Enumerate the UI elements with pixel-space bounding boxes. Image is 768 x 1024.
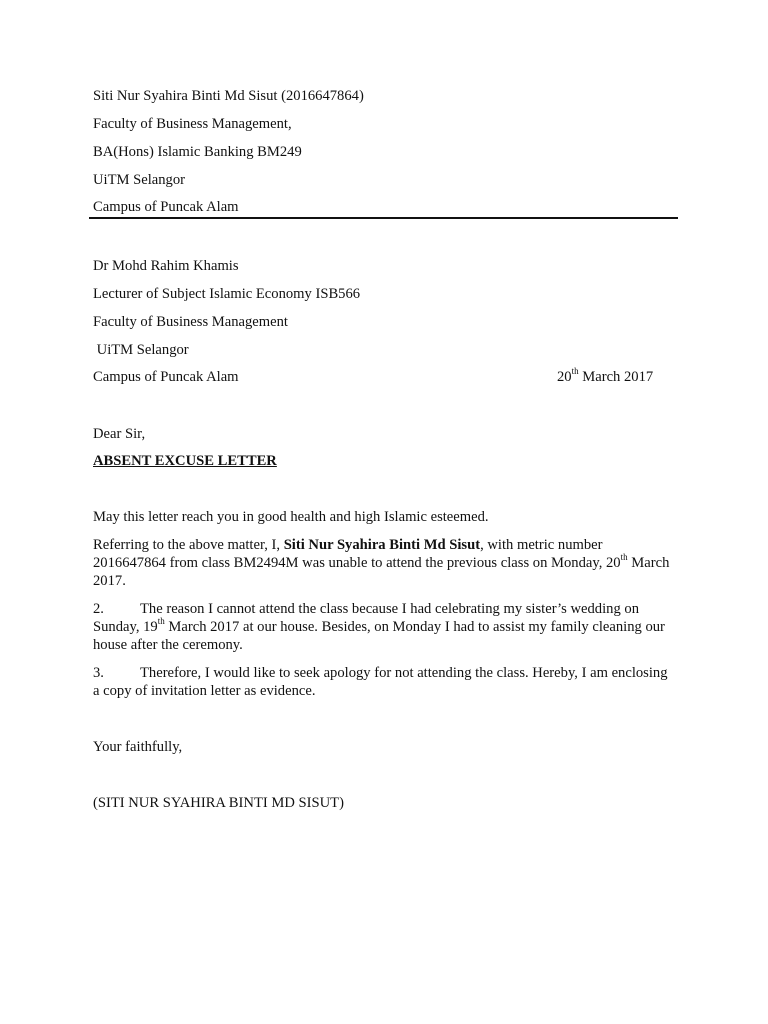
recipient-university: UiTM Selangor [93, 342, 189, 358]
closing: Your faithfully, [93, 739, 183, 755]
recipient-position: Lecturer of Subject Islamic Economy ISB566 [93, 286, 361, 302]
p1-text-c: March 2017. [93, 555, 670, 589]
sender-name-line: Siti Nur Syahira Binti Md Sisut (2016647864) [93, 88, 364, 104]
sender-faculty: Faculty of Business Management, [93, 116, 292, 132]
signature-name: (SITI NUR SYAHIRA BINTI MD SISUT) [93, 795, 344, 811]
p3-text: Therefore, I would like to seek apology for not attending the class. Hereby, I am enclosing a copy of invitation letter as evidence. [93, 665, 668, 699]
p2-sup: th [157, 616, 165, 627]
sender-campus: Campus of Puncak Alam [93, 199, 239, 215]
paragraph-1 [93, 536, 673, 590]
recipient-faculty: Faculty of Business Management [93, 314, 288, 330]
sender-program: BA(Hons) Islamic Banking BM249 [93, 144, 302, 160]
date-rest: March 2017 [578, 369, 654, 385]
p1-text-b: , with metric number 2016647864 from class BM2494M was unable to attend the previous class on Monday, 20 [93, 537, 621, 571]
paragraph-2 [93, 600, 673, 654]
recipient-name: Dr Mohd Rahim Khamis [93, 258, 239, 274]
date-suffix: th [571, 366, 579, 377]
paragraph-3 [93, 664, 673, 700]
p2-text-b: March 2017 at our house. Besides, on Monday I had to assist my family cleaning our house after the ceremony. [93, 619, 665, 653]
p1-student-name: Siti Nur Syahira Binti Md Sisut [283, 537, 481, 553]
opening-paragraph: May this letter reach you in good health and high Islamic esteemed. [93, 509, 489, 525]
p2-text-a: The reason I cannot attend the class because I had celebrating my sister’s wedding on Sunday, 19 [93, 601, 639, 635]
sender-university: UiTM Selangor [93, 172, 186, 188]
date-day: 20 [557, 369, 572, 385]
p1-text-a: Referring to the above matter, I, [93, 537, 284, 553]
p2-number: 2. [93, 601, 104, 617]
subject-heading: ABSENT EXCUSE LETTER [93, 453, 277, 469]
letter-date [557, 368, 653, 386]
salutation: Dear Sir, [93, 426, 146, 442]
recipient-campus: Campus of Puncak Alam [93, 369, 239, 385]
p1-sup: th [620, 552, 628, 563]
header-divider [89, 217, 678, 219]
p3-number: 3. [93, 665, 104, 681]
